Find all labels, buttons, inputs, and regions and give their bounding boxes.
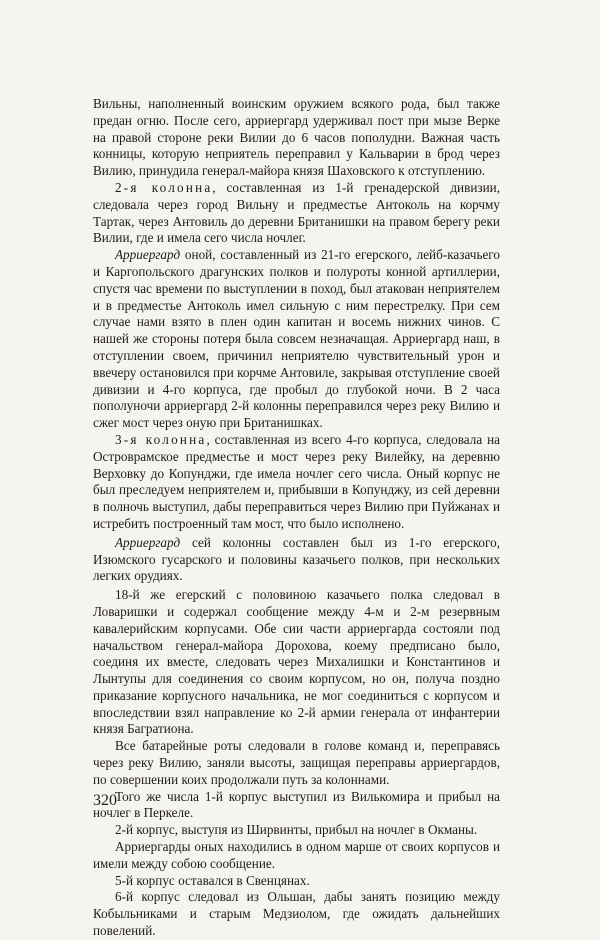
column-heading: 2-я колонна [115, 179, 213, 195]
paragraph: Арриергарды оных находились в одном марше от своих корпусов и имели между собою сообщение. [93, 839, 500, 871]
paragraph: Вильны, наполненный воинским оружием всякого рода, был также предан огню. После сего, арриергард удерживал пост при мызе Верке на правой стороне реки Вилии до 6 часов пополудни. Важная часть конницы, которую неприятель переправил у Кальварии в брод через Вилию, принудила генерал-майора князя Шаховского к отступлению. [93, 96, 500, 179]
italic-lead: Арриергард [115, 534, 181, 550]
paragraph: Арриергард оной, составленный из 21-го егерского, лейб-казачьего и Каргопольского драгунских полков и полуроты конной артиллерии, спустя час времени по выступлении в поход, был атакован неприятелем и в предместье Антоколь имел сильную с ним перестрелку. При сем случае нами взято в плен один капитан и восемь нижних чинов. С нашей же стороны потеря была совсем незначащая. Арриергард наш, в отступлении своем, причинил неприятелю чувствительный урон и ввечеру остановился при корчме Антовиле, закрывая отступление своей дивизии и 4-го корпуса, где пробыл до глубокой ночи. В 2 часа пополуночи арриергард 2-й колонны переправился через реку Вилию и сжег мост через оную при Британишках. [93, 247, 500, 431]
paragraph: Все батарейные роты следовали в голове команд и, переправясь через реку Вилию, заняли высоты, защищая переправы арриергардов, по совершении коих продолжали путь за колоннами. [93, 738, 500, 787]
paragraph: 2-й корпус, выступя из Ширвинты, прибыл на ночлег в Окманы. [115, 822, 478, 838]
paragraph: 3-я колонна, составленная из всего 4-го корпуса, следовала на Островрамское предместье и мост через реку Вилейку, на деревню Верховку до Копунджи, где имела ночлег сего числа. Оный корпус не был преследуем неприятелем и, прибывши в Копунджу, из сей деревни в полночь выступил, дабы переправиться через Вилию при Пуйжанах и истребить построенный там мост, что было исполнено. [93, 431, 500, 531]
paragraph: 5-й корпус оставался в Свенцянах. [115, 872, 310, 888]
paragraph: Арриергард сей колонны составлен был из 1-го егерского, Изюмского гусарского и половины казачьего полков, при нескольких легких орудиях. [93, 534, 500, 584]
paragraph: Того же числа 1-й корпус выступил из Вилькомира и прибыл на ночлег в Перкеле. [93, 788, 500, 821]
body-text [93, 96, 500, 940]
paragraph: 6-й корпус следовал из Ольшан, дабы занять позицию между Кобыльниками и старым Медзиолом, где ожидать дальнейших повелений. [93, 889, 500, 939]
page-number: 320 [93, 792, 117, 809]
paragraph: 2-я колонна, составленная из 1-й гренадерской дивизии, следовала через город Вильну и предместье Антоколь на корчму Тартак, через Антовиль до деревни Британишки на правом берегу реки Вилии, где и имела сего числа ночлег. [93, 179, 500, 246]
paragraph: 18-й же егерский с половиною казачьего полка следовал в Ловаришки и содержал сообщение между 4-м и 2-м резервным кавалерийским корпусами. Обе сии части арриергарда состояли под начальством генерал-майора Дорохова, коему предписано было, соединя их вместе, следовать через Михалишки и Константинов и Лынтупы для соединения со своим корпусом, но он, получа поздно приказание корпусного начальника, не мог соединиться с корпусом и впоследствии взял направление ко 2-й армии генерала от инфантерии князя Багратиона. [93, 587, 500, 737]
column-heading: 3-я колонна [115, 431, 207, 447]
italic-lead: Арриергард [115, 247, 181, 263]
